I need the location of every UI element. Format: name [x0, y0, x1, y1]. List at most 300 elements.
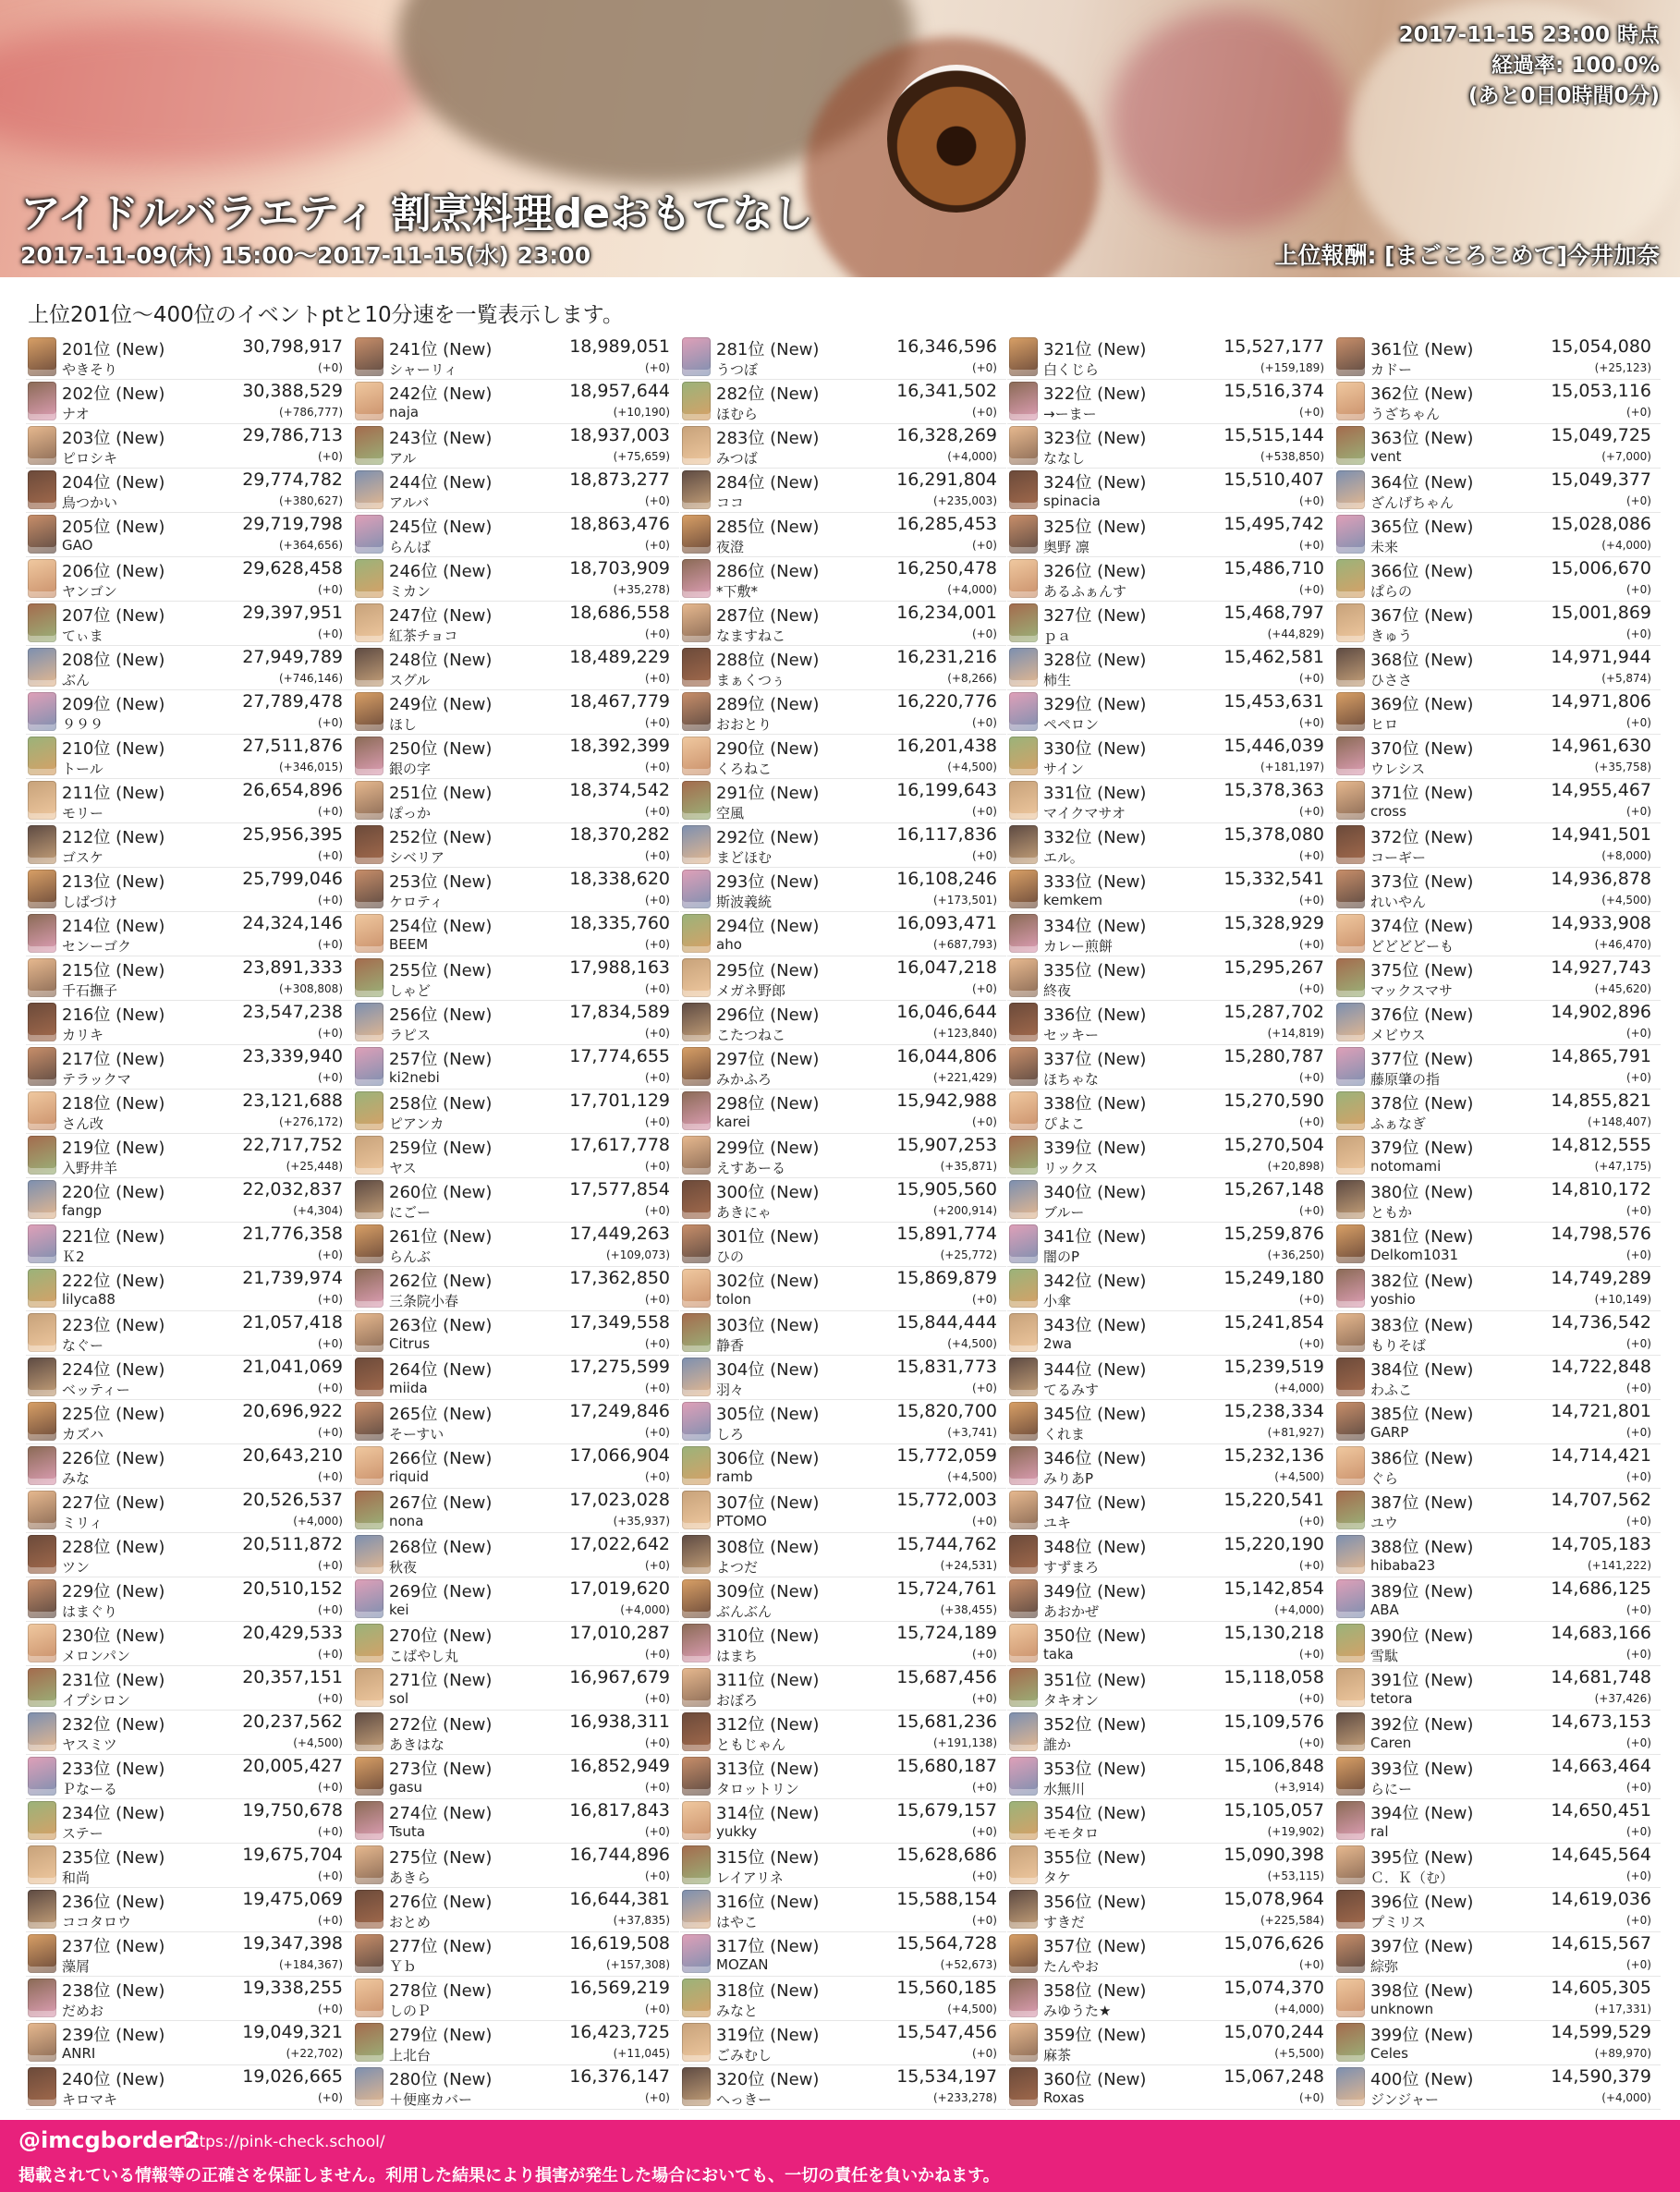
rank-label: 221位 (New)	[62, 1227, 165, 1247]
entry-info	[62, 1001, 352, 1044]
event-points: 15,844,444	[896, 1312, 997, 1333]
event-points: 16,199,643	[896, 780, 997, 800]
ten-minute-speed: (+0)	[644, 1293, 670, 1306]
ten-minute-speed: (+25,772)	[940, 1248, 997, 1261]
producer-name: tetora	[1370, 1690, 1413, 1707]
idol-avatar	[1336, 1535, 1365, 1574]
ranking-entry	[353, 1711, 679, 1755]
producer-name: はまぐり	[62, 1603, 118, 1620]
ten-minute-speed: (+0)	[644, 1781, 670, 1794]
ten-minute-speed: (+0)	[1625, 1515, 1651, 1528]
entry-info	[1043, 1533, 1333, 1577]
event-points: 22,032,837	[242, 1179, 343, 1200]
rank-label: 342位 (New)	[1043, 1272, 1147, 1291]
ten-minute-speed: (+0)	[1298, 805, 1324, 818]
ranking-entry	[353, 1533, 679, 1577]
rank-label: 218位 (New)	[62, 1094, 165, 1114]
ranking-entry	[1334, 1977, 1661, 2021]
entry-info	[1043, 1977, 1333, 2020]
event-points: 17,834,589	[569, 1002, 670, 1022]
ranking-entry	[26, 956, 352, 1001]
rank-label: 330位 (New)	[1043, 739, 1147, 759]
rank-label: 391位 (New)	[1370, 1671, 1474, 1690]
idol-avatar	[28, 781, 56, 820]
ranking-entry	[680, 335, 1006, 380]
ranking-entry	[680, 1888, 1006, 1932]
entry-info	[389, 1622, 679, 1665]
producer-name: nona	[389, 1513, 424, 1529]
ranking-entry	[1334, 1178, 1661, 1223]
banner-art-ribbon	[1109, 9, 1349, 231]
rank-label: 208位 (New)	[62, 651, 165, 670]
producer-name: カドー	[1370, 361, 1413, 378]
event-points: 29,774,782	[242, 469, 343, 490]
ranking-column	[353, 335, 679, 2110]
rank-label: 251位 (New)	[389, 784, 493, 803]
rank-label: 364位 (New)	[1370, 473, 1474, 493]
producer-name: ほちゃな	[1043, 1071, 1100, 1088]
rank-label: 361位 (New)	[1370, 340, 1474, 359]
event-points: 16,852,949	[569, 1756, 670, 1776]
event-points: 30,798,917	[242, 336, 343, 357]
event-points: 15,628,686	[896, 1845, 997, 1865]
ranking-entry	[680, 1045, 1006, 1090]
ten-minute-speed: (+233,278)	[932, 2091, 997, 2104]
idol-avatar	[28, 648, 56, 687]
event-points: 20,357,151	[242, 1667, 343, 1687]
intro-text: 上位201位～400位のイベントptと10分速を一覧表示します。	[28, 303, 624, 327]
event-points: 16,108,246	[896, 869, 997, 889]
producer-name: リックス	[1043, 1160, 1099, 1176]
event-points: 15,118,058	[1223, 1667, 1324, 1687]
event-points: 18,374,542	[569, 780, 670, 800]
entry-info	[62, 956, 352, 1000]
rank-label: 399位 (New)	[1370, 2026, 1474, 2045]
ranking-entry	[1007, 1045, 1333, 1090]
ten-minute-speed: (+10,190)	[613, 406, 670, 419]
ranking-entry	[353, 779, 679, 823]
entry-info	[389, 1533, 679, 1577]
idol-avatar	[1336, 337, 1365, 376]
ten-minute-speed: (+0)	[644, 627, 670, 640]
ranking-entry	[26, 1134, 352, 1178]
ten-minute-speed: (+0)	[1625, 1869, 1651, 1882]
ranking-entry	[1334, 602, 1661, 646]
entry-info	[1043, 2065, 1333, 2109]
ten-minute-speed: (+0)	[971, 361, 997, 374]
idol-avatar	[355, 1491, 383, 1529]
entry-info	[1043, 1356, 1333, 1399]
ranking-entry	[680, 1267, 1006, 1311]
idol-avatar	[355, 1402, 383, 1441]
idol-avatar	[1009, 2067, 1038, 2106]
ten-minute-speed: (+221,429)	[932, 1071, 997, 1084]
idol-avatar	[682, 825, 711, 864]
ten-minute-speed: (+35,871)	[940, 1160, 997, 1173]
ranking-entry	[1334, 2065, 1661, 2110]
ranking-entry	[1334, 1711, 1661, 1755]
event-points: 15,006,670	[1551, 558, 1651, 578]
idol-avatar	[682, 781, 711, 820]
idol-avatar	[28, 737, 56, 775]
ten-minute-speed: (+20,898)	[1267, 1160, 1324, 1173]
producer-name: きゅう	[1370, 627, 1413, 644]
event-points: 14,798,576	[1551, 1224, 1651, 1244]
event-points: 15,070,244	[1223, 2022, 1324, 2042]
rank-label: 362位 (New)	[1370, 384, 1474, 404]
rank-label: 268位 (New)	[389, 1538, 493, 1557]
ten-minute-speed: (+0)	[1625, 1825, 1651, 1838]
entry-info	[389, 1045, 679, 1089]
ranking-entry	[26, 380, 352, 424]
idol-avatar	[1009, 1003, 1038, 1041]
idol-avatar	[1336, 559, 1365, 598]
ranking-entry	[1334, 557, 1661, 602]
producer-name: うざちゃん	[1370, 406, 1441, 422]
producer-name: そーすい	[389, 1426, 444, 1443]
rank-label: 231位 (New)	[62, 1671, 165, 1690]
entry-info	[1043, 779, 1333, 822]
idol-avatar	[28, 870, 56, 908]
idol-avatar	[28, 470, 56, 509]
twitter-handle[interactable]: @imcgborder2	[18, 2127, 201, 2153]
idol-avatar	[682, 1801, 711, 1840]
entry-info	[1043, 380, 1333, 423]
producer-name: ななし	[1043, 450, 1086, 467]
ten-minute-speed: (+0)	[1298, 716, 1324, 729]
idol-avatar	[28, 1047, 56, 1086]
entry-info	[389, 868, 679, 911]
idol-avatar	[1336, 2023, 1365, 2062]
producer-name: 紅茶チョコ	[389, 627, 458, 644]
rank-label: 324位 (New)	[1043, 473, 1147, 493]
idol-avatar	[28, 2023, 56, 2062]
event-points: 14,673,153	[1551, 1711, 1651, 1732]
ten-minute-speed: (+0)	[644, 1869, 670, 1882]
event-points: 14,686,125	[1551, 1578, 1651, 1599]
event-points: 16,341,502	[896, 381, 997, 401]
rank-label: 338位 (New)	[1043, 1094, 1147, 1114]
rank-label: 285位 (New)	[716, 518, 820, 537]
ranking-entry	[26, 1311, 352, 1356]
producer-name: →ーまー	[1043, 406, 1097, 422]
ten-minute-speed: (+0)	[317, 1027, 343, 1040]
ten-minute-speed: (+44,829)	[1267, 627, 1324, 640]
producer-name: 夜澄	[716, 539, 745, 555]
event-points: 15,220,541	[1223, 1490, 1324, 1510]
ten-minute-speed: (+0)	[644, 1382, 670, 1394]
event-points: 29,628,458	[242, 558, 343, 578]
ten-minute-speed: (+0)	[971, 849, 997, 862]
event-points: 16,044,806	[896, 1046, 997, 1066]
rank-label: 382位 (New)	[1370, 1272, 1474, 1291]
ten-minute-speed: (+4,000)	[1274, 1382, 1324, 1394]
entry-info	[62, 1134, 352, 1177]
producer-name: アルバ	[389, 494, 430, 511]
entry-info	[1370, 956, 1661, 1000]
idol-avatar	[1336, 470, 1365, 509]
rank-label: 323位 (New)	[1043, 429, 1147, 448]
rank-label: 287位 (New)	[716, 606, 820, 626]
event-points: 15,516,374	[1223, 381, 1324, 401]
entry-info	[389, 1755, 679, 1798]
event-points: 17,010,287	[569, 1623, 670, 1643]
ten-minute-speed: (+0)	[644, 2091, 670, 2104]
idol-avatar	[682, 470, 711, 509]
ranking-entry	[1334, 779, 1661, 823]
producer-name: kemkem	[1043, 892, 1102, 908]
ranking-entry	[26, 1223, 352, 1267]
ten-minute-speed: (+0)	[1298, 1559, 1324, 1572]
idol-avatar	[682, 515, 711, 554]
ranking-entry	[680, 735, 1006, 779]
ten-minute-speed: (+4,500)	[947, 2003, 997, 2015]
entry-info	[1370, 1356, 1661, 1399]
ranking-entry	[680, 513, 1006, 557]
ranking-entry	[26, 1711, 352, 1755]
ranking-entry	[353, 1223, 679, 1267]
ten-minute-speed: (+0)	[971, 1515, 997, 1528]
event-points: 15,130,218	[1223, 1623, 1324, 1643]
idol-avatar	[355, 426, 383, 465]
entry-info	[716, 1888, 1006, 1931]
idol-avatar	[355, 870, 383, 908]
ranking-entry	[353, 1755, 679, 1799]
rank-label: 227位 (New)	[62, 1493, 165, 1513]
producer-name: シャーリィ	[389, 361, 458, 378]
producer-name: 誰か	[1043, 1736, 1072, 1753]
event-points: 17,577,854	[569, 1179, 670, 1200]
ranking-entry	[26, 912, 352, 956]
idol-avatar	[28, 1003, 56, 1041]
ten-minute-speed: (+0)	[644, 761, 670, 773]
entry-info	[389, 912, 679, 956]
idol-avatar	[1009, 603, 1038, 642]
rank-label: 253位 (New)	[389, 872, 493, 892]
idol-avatar	[355, 825, 383, 864]
ranking-entry	[1334, 690, 1661, 735]
producer-name: ケロティ	[389, 894, 444, 910]
entry-info	[389, 1001, 679, 1044]
rank-label: 219位 (New)	[62, 1139, 165, 1158]
producer-name: ki2nebi	[389, 1069, 440, 1086]
entry-info	[62, 1622, 352, 1665]
rank-label: 341位 (New)	[1043, 1227, 1147, 1247]
rank-label: 365位 (New)	[1370, 518, 1474, 537]
idol-avatar	[355, 1047, 383, 1086]
producer-name: 綜弥	[1370, 1958, 1399, 1975]
idol-avatar	[1336, 1224, 1365, 1263]
ten-minute-speed: (+0)	[644, 1071, 670, 1084]
producer-name: ほむら	[716, 406, 759, 422]
idol-avatar	[1336, 870, 1365, 908]
idol-avatar	[1009, 1446, 1038, 1485]
idol-avatar	[1336, 426, 1365, 465]
rank-label: 297位 (New)	[716, 1050, 820, 1069]
rank-label: 250位 (New)	[389, 739, 493, 759]
event-points: 16,423,725	[569, 2022, 670, 2042]
entry-info	[389, 1711, 679, 1754]
ranking-entry	[26, 1489, 352, 1533]
ten-minute-speed: (+191,138)	[932, 1736, 997, 1749]
event-points: 16,967,679	[569, 1667, 670, 1687]
entry-info	[1043, 1311, 1333, 1355]
ten-minute-speed: (+11,045)	[613, 2047, 670, 2060]
ranking-entry	[353, 424, 679, 469]
event-points: 15,510,407	[1223, 469, 1324, 490]
ranking-entry	[26, 779, 352, 823]
ranking-entry	[26, 513, 352, 557]
event-points: 15,280,787	[1223, 1046, 1324, 1066]
entry-info	[1370, 469, 1661, 512]
producer-name: 小傘	[1043, 1293, 1072, 1309]
entry-info	[1043, 912, 1333, 956]
rank-label: 248位 (New)	[389, 651, 493, 670]
rank-label: 360位 (New)	[1043, 2070, 1147, 2089]
event-points: 14,707,562	[1551, 1490, 1651, 1510]
rank-label: 384位 (New)	[1370, 1360, 1474, 1380]
entry-info	[1370, 779, 1661, 822]
producer-name: ぶんぶん	[716, 1603, 773, 1620]
site-link[interactable]: https://pink-check.school/	[183, 2133, 385, 2151]
idol-avatar	[1336, 914, 1365, 953]
rank-label: 259位 (New)	[389, 1139, 493, 1158]
ten-minute-speed: (+25,123)	[1594, 361, 1651, 374]
producer-name: みな	[62, 1470, 91, 1487]
ten-minute-speed: (+0)	[644, 1825, 670, 1838]
ten-minute-speed: (+0)	[1625, 494, 1651, 507]
entry-info	[62, 602, 352, 645]
rank-label: 249位 (New)	[389, 695, 493, 714]
ranking-entry	[26, 823, 352, 868]
event-points: 14,722,848	[1551, 1357, 1651, 1377]
idol-avatar	[28, 1446, 56, 1485]
rank-label: 280位 (New)	[389, 2070, 493, 2089]
remaining-time: (あと0日0時間0分)	[1467, 84, 1660, 108]
producer-name: ぽっか	[389, 805, 432, 822]
rank-label: 232位 (New)	[62, 1715, 165, 1735]
idol-avatar	[682, 1091, 711, 1130]
entry-info	[389, 823, 679, 867]
entry-info	[1370, 335, 1661, 379]
event-points: 24,324,146	[242, 913, 343, 933]
rank-label: 292位 (New)	[716, 828, 820, 847]
producer-name: えすあーる	[716, 1160, 786, 1176]
event-points: 23,891,333	[242, 957, 343, 978]
rank-label: 237位 (New)	[62, 1937, 165, 1956]
producer-name: ABA	[1370, 1601, 1399, 1618]
idol-avatar	[28, 337, 56, 376]
entry-info	[716, 690, 1006, 734]
idol-avatar	[1336, 2067, 1365, 2106]
ten-minute-speed: (+4,000)	[293, 1515, 343, 1528]
event-points: 15,220,190	[1223, 1534, 1324, 1554]
entry-info	[1370, 602, 1661, 645]
event-points: 15,679,157	[896, 1800, 997, 1821]
idol-avatar	[28, 1712, 56, 1751]
rank-label: 210位 (New)	[62, 739, 165, 759]
idol-avatar	[1336, 1712, 1365, 1751]
entry-info	[1043, 1489, 1333, 1532]
producer-name: sol	[389, 1690, 409, 1707]
idol-avatar	[682, 1358, 711, 1396]
producer-name: スグル	[389, 672, 431, 688]
event-points: 15,074,370	[1223, 1978, 1324, 1998]
rank-label: 387位 (New)	[1370, 1493, 1474, 1513]
rank-label: 349位 (New)	[1043, 1582, 1147, 1601]
event-points: 15,295,267	[1223, 957, 1324, 978]
idol-avatar	[682, 958, 711, 997]
rank-label: 378位 (New)	[1370, 1094, 1474, 1114]
idol-avatar	[1336, 1136, 1365, 1175]
rank-label: 277位 (New)	[389, 1937, 493, 1956]
producer-name: *下敷*	[716, 583, 759, 600]
rank-label: 247位 (New)	[389, 606, 493, 626]
rank-label: 336位 (New)	[1043, 1005, 1147, 1025]
rank-label: 316位 (New)	[716, 1893, 820, 1912]
ten-minute-speed: (+0)	[1625, 1248, 1651, 1261]
producer-name: はまち	[716, 1648, 759, 1664]
event-points: 15,772,059	[896, 1445, 997, 1466]
rank-label: 340位 (New)	[1043, 1183, 1147, 1202]
producer-name: やきそり	[62, 361, 118, 378]
producer-name: しばづけ	[62, 894, 118, 910]
entry-info	[716, 823, 1006, 867]
event-points: 19,675,704	[242, 1845, 343, 1865]
ranking-entry	[1007, 1711, 1333, 1755]
entry-info	[1370, 868, 1661, 911]
ranking-entry	[1334, 912, 1661, 956]
rank-label: 393位 (New)	[1370, 1760, 1474, 1779]
rank-label: 207位 (New)	[62, 606, 165, 626]
idol-avatar	[682, 1047, 711, 1086]
entry-info	[716, 779, 1006, 822]
ten-minute-speed: (+0)	[1625, 406, 1651, 419]
rank-label: 299位 (New)	[716, 1139, 820, 1158]
ranking-entry	[1334, 1799, 1661, 1844]
ranking-entry	[680, 602, 1006, 646]
entry-info	[1370, 1844, 1661, 1887]
idol-avatar	[1336, 1579, 1365, 1618]
event-points: 21,041,069	[242, 1357, 343, 1377]
idol-avatar	[355, 1712, 383, 1751]
entry-info	[716, 1755, 1006, 1798]
ten-minute-speed: (+75,659)	[613, 450, 670, 463]
idol-avatar	[1336, 1180, 1365, 1219]
event-points: 17,349,558	[569, 1312, 670, 1333]
rank-label: 358位 (New)	[1043, 1981, 1147, 2001]
producer-name: おとめ	[389, 1914, 432, 1930]
ranking-entry	[1007, 1977, 1333, 2021]
event-points: 14,810,172	[1551, 1179, 1651, 1200]
producer-name: ｐａ	[1043, 627, 1072, 644]
event-points: 16,744,896	[569, 1845, 670, 1865]
idol-avatar	[1009, 1757, 1038, 1796]
entry-info	[1370, 1711, 1661, 1754]
ranking-entry	[1334, 823, 1661, 868]
idol-avatar	[1336, 1801, 1365, 1840]
event-points: 17,022,642	[569, 1534, 670, 1554]
entry-info	[1370, 735, 1661, 778]
rank-label: 394位 (New)	[1370, 1804, 1474, 1823]
producer-name: タロットリン	[716, 1781, 799, 1797]
ten-minute-speed: (+141,222)	[1587, 1559, 1651, 1572]
ten-minute-speed: (+0)	[1625, 1781, 1651, 1794]
rank-label: 351位 (New)	[1043, 1671, 1147, 1690]
ten-minute-speed: (+0)	[1298, 583, 1324, 596]
event-points: 17,275,599	[569, 1357, 670, 1377]
entry-info	[62, 1090, 352, 1133]
